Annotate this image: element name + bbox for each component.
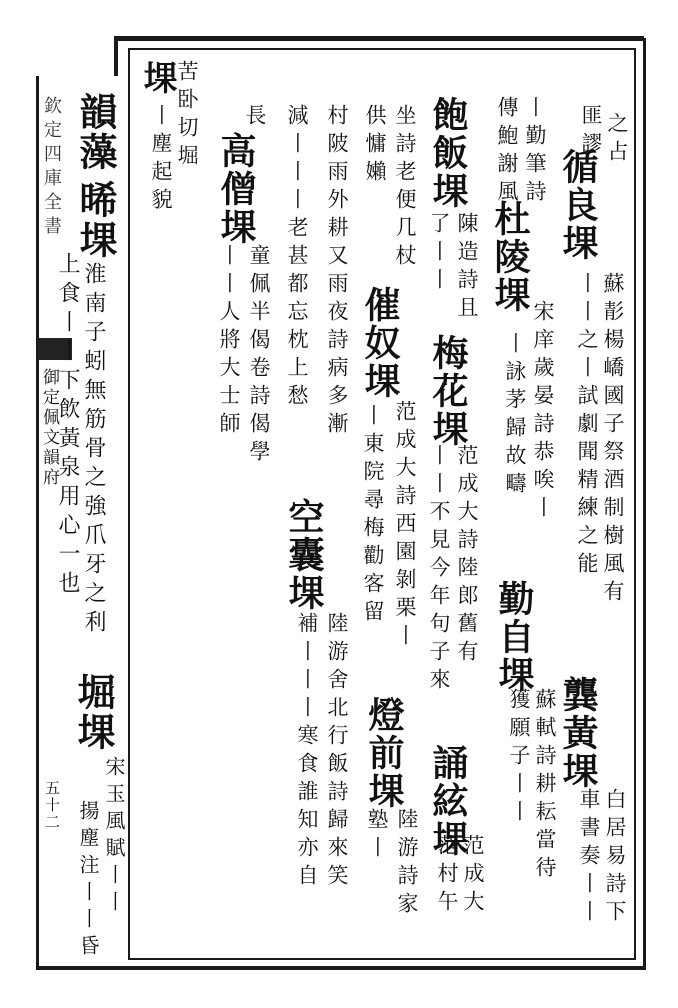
entry-heading: 杜陵堁 [489,200,531,314]
entry-text: 陸游詩家 [395,808,419,920]
entry-text: 丨丨不見今年句子來 [427,444,451,696]
margin-section-title: 御定佩文韻府 [39,368,59,488]
entry-text: 匪謬 [579,104,603,160]
entry-text: 范成大詩陸郎舊有 [455,444,479,668]
entry-text: 丨東院尋梅勸客留 [361,404,385,628]
entry-text: 供慵嬾 [363,104,387,188]
entry-text: 長 [243,104,267,132]
entry-text: 白居易詩下 [603,788,627,928]
margin-book-title: 欽定四庫全書 [41,96,62,240]
entry-text: 補丨丨丨寒食誰知亦自 [295,612,319,892]
frame-top-rule [114,36,644,40]
entry-heading: 循良堁 [557,148,599,262]
frame-tab-edge [114,36,118,76]
page-number: 五十二 [43,780,61,831]
entry-heading: 空囊堁 [283,498,325,612]
entry-heading: 勤自堁 [493,580,535,694]
entry-text: 范村午 [435,834,459,918]
entry-text: 減丨丨丨老甚都忘枕上愁 [285,104,309,412]
entry-text: 陸游舍北行飯詩歸來笑 [325,612,349,892]
entry-text: 丨詠茅歸故疇 [503,332,527,500]
entry-text: 淮南子蚓無筋骨之強爪牙之利 [81,262,106,639]
entry-heading: 韻藻 [73,92,118,172]
header-char: 堁 [137,60,177,96]
entry-text: 獲願子丨丨 [507,688,531,828]
entry-text: 丨勤筆詩 [523,96,547,208]
entry-text: 之占 [605,112,629,168]
entry-text: 傳鮑謝風 [495,96,519,208]
entry-text: 丨塵起貌 [149,104,173,216]
entry-text: 塾丨 [365,808,389,864]
entry-heading: 誦絃堁 [427,744,469,858]
entry-text: 蘇軾詩耕耘當待 [533,688,557,884]
entry-heading: 飽飯堁 [427,96,469,210]
entry-text: 丨丨之丨試劇聞精練之能 [575,272,599,580]
entry-text: 車書奏丨丨 [577,788,601,928]
entry-text: 宋玉風賦丨丨 [102,756,126,918]
entry-heading: 晞堁 [73,180,118,260]
entry-text: 宋庠歲晏詩恭唉丨 [531,300,555,524]
entry-text: 坐詩老便几杖 [393,104,417,272]
entry-heading: 催奴堁 [359,286,401,400]
entry-text: 丨丨人將大士師 [217,244,241,440]
entry-text: 村陂雨外耕又雨夜詩病多漸 [325,104,349,440]
frame-bottom-rule [36,966,646,969]
entry-text: 蘇𩇕楊嶠國子祭酒制樹風有 [601,272,625,608]
entry-heading: 高僧堁 [215,132,257,246]
entry-text: 童佩半偈卷詩偈學 [247,244,271,468]
entry-text: 陳造詩且 [455,212,479,324]
entry-heading: 燈前堁 [363,696,405,810]
entry-heading: 龔黃堁 [557,676,599,790]
entry-heading: 梅花堁 [427,334,469,448]
entry-heading: 堀堁 [71,672,116,752]
entry-text: 上食丨丨下飲黃泉用心一也 [55,252,80,600]
entry-text: 苦卧切堀 [175,60,199,172]
entry-text: 揚塵注丨丨昏 [76,800,100,962]
entry-text: 范成大 [461,834,485,918]
entry-text: 了丨丨 [427,212,451,296]
frame-notch [36,36,116,76]
entry-text: 范成大詩西園剝栗丨 [393,400,417,652]
